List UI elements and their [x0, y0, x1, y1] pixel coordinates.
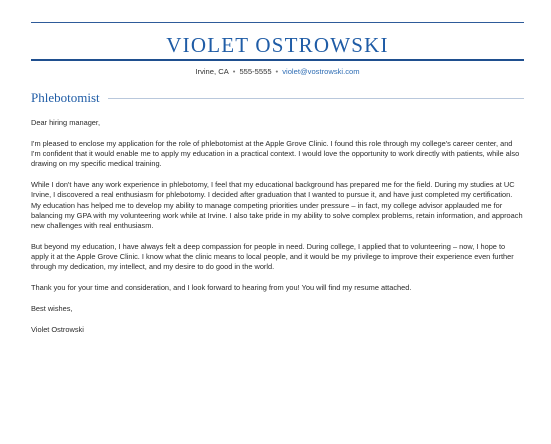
- section-divider: [108, 98, 524, 99]
- header-top-rule: [31, 22, 524, 23]
- letter-closing: Best wishes,: [31, 303, 73, 313]
- contact-line: [31, 67, 524, 76]
- contact-location: Irvine, CA: [195, 67, 229, 76]
- letter-paragraph-1: I'm pleased to enclose my application for the role of phlebotomist at the Apple Grove Clinic. I found this role through my college's career center, and I'm confident that it would enable me to apply my education in a practical context. I would love the opportunity to work directly with patients, while also drawing on my specific medical training.: [31, 138, 520, 169]
- applicant-name: VIOLET OSTROWSKI: [166, 33, 389, 57]
- letter-body: [31, 118, 524, 345]
- letter-paragraph-2: While I don't have any work experience in phlebotomy, I feel that my educational background has prepared me for the field. During my studies at UC Irvine, I discovered a real enthusiasm for phlebotomy. I decided after graduation that I wanted to pursue it, and have just completed my certification. My education has helped me to develop my ability to manage competing priorities under pressure – in fact, my college advisor applauded me for balancing my GPA with my volunteering work while at Irvine. I also take pride in my ability to solve complex problems, retain information, and approach new challenges with real enthusiasm.: [31, 179, 523, 231]
- header-bottom-rule: [31, 59, 524, 61]
- contact-email-link[interactable]: violet@vostrowski.com: [282, 67, 360, 76]
- letter-signature: Violet Ostrowski: [31, 324, 84, 334]
- contact-separator: •: [232, 67, 236, 76]
- section-title: Phlebotomist: [31, 90, 106, 106]
- contact-phone: 555-5555: [239, 67, 272, 76]
- contact-separator: •: [275, 67, 279, 76]
- letter-paragraph-3: But beyond my education, I have always felt a deep compassion for people in need. During college, I applied that to volunteering – now, I hope to apply it at the Apple Grove Clinic. I know what the clinic means to local people, and it would be my privilege to improve their experience even further through my dedication, my intellect, and my desire to do good in the world.: [31, 241, 514, 272]
- letter-greeting: Dear hiring manager,: [31, 118, 101, 127]
- letter-paragraph-4: Thank you for your time and consideration, and I look forward to hearing from you! You will find my resume attached.: [31, 283, 412, 293]
